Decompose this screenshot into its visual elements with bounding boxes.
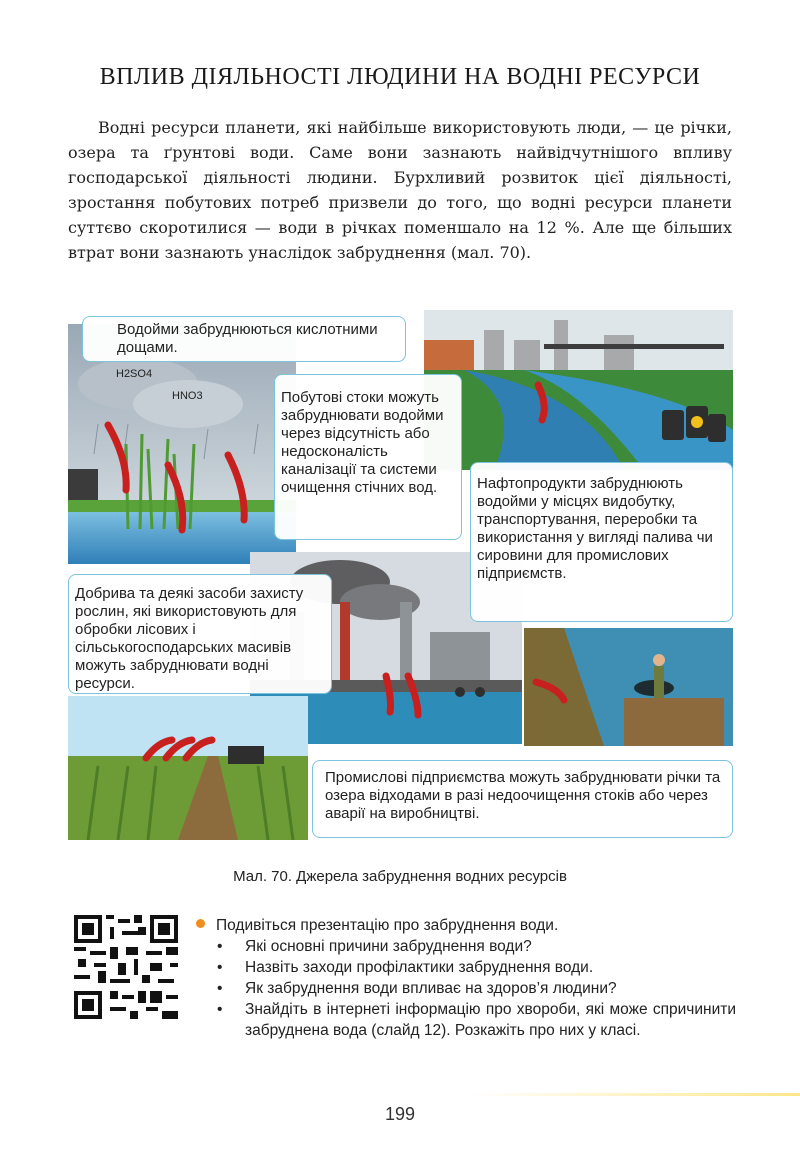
intro-paragraph: Водні ресурси планети, які найбільше використовують люди, — це річки, озера та ґрунтові води. Саме вони зазнають найвідчутнішого впливу господарської діяльності людини. Бурхливий розвиток цієї діяльності, зростання побутових потреб призвели до того, що водні ресурси планети суттєво скоротилися — води в річках поменшало на 12 %. Але ще більших втрат вони зазнають унаслідок забруднення (мал. 70).	[68, 118, 732, 262]
orange-bullet-icon	[196, 919, 205, 928]
arrow-acid-2	[168, 465, 183, 530]
acid-label-h2so4: H2SO4	[116, 368, 153, 380]
arrow-factory-2	[408, 676, 418, 715]
list-item: • Знайдіть в інтернеті інформацію про хвороби, які може спричинити забруднена вода (слайд 12). Розкажіть про них у класі.	[217, 1001, 736, 1039]
task-lead-text: Подивіться презентацію про забруднення води.	[216, 917, 559, 934]
callout-acid-rain: Водойми забруднюються кислотними дощами.	[82, 316, 406, 362]
list-item: • Які основні причини забруднення води?	[217, 938, 532, 955]
pollution-figure	[68, 310, 733, 840]
decorative-bottom-line	[470, 1093, 800, 1096]
arrow-acid-1	[108, 425, 126, 490]
arrow-acid-3	[228, 455, 244, 520]
arrow-oil-river	[538, 385, 544, 420]
page-number: 199	[384, 1104, 416, 1124]
acid-label-hno3: HNO3	[172, 390, 203, 402]
list-item: • Назвіть заходи профілактики забруднення води.	[217, 959, 594, 976]
task-list	[196, 936, 736, 1041]
figure-caption: Мал. 70. Джерела забруднення водних ресурсів	[233, 868, 567, 885]
callout-oil: Нафтопродукти забруднюють водойми у місцях видобутку, транспортування, переробки та використання у вигляді палива чи сировини для промислових підприємств.	[470, 462, 733, 622]
tasks-block	[196, 915, 736, 1041]
page-heading: ВПЛИВ ДІЯЛЬНОСТІ ЛЮДИНИ НА ВОДНІ РЕСУРСИ	[99, 64, 701, 90]
task-lead	[196, 915, 736, 936]
arrow-spill	[536, 682, 564, 700]
arrow-factory-1	[386, 676, 391, 712]
list-item: • Як забруднення води впливає на здоров’я людини?	[217, 980, 617, 997]
callout-household: Побутові стоки можуть забруднювати водойми через відсутність або недосконалість каналізації та системи очищення стічних вод.	[274, 374, 462, 540]
callout-industry: Промислові підприємства можуть забруднювати річки та озера відходами в разі недоочищення стоків або через аварії на виробництві.	[312, 760, 733, 838]
callout-fertilizers: Добрива та деякі засоби захисту рослин, які використовують для обробки лісових і сільськогосподарських масивів можуть забруднювати водні ресурси.	[68, 574, 332, 694]
qr-code-image[interactable]	[74, 915, 178, 1019]
